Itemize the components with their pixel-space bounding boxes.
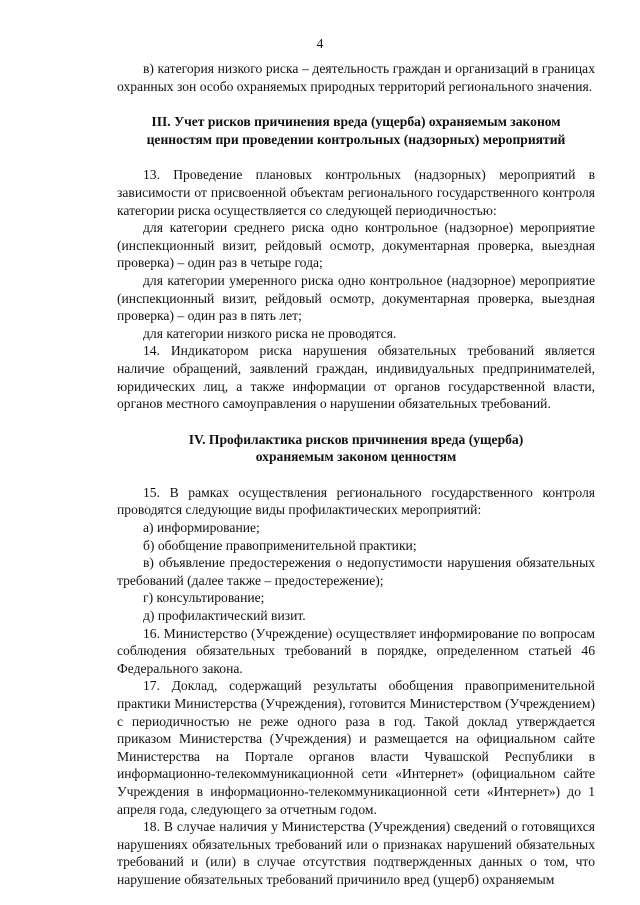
- paragraph-15: 15. В рамках осуществления регионального государственного контроля проводятся следующие виды профилактических мероприятий:: [117, 484, 595, 518]
- paragraph-18: 18. В случае наличия у Министерства (Учреждения) сведений о готовящихся нарушениях обязательных требований или о признаках нарушений обязательных требований и (или) в случае отсутствия подтвержденных данных о том, что нарушение обязательных требований причинило вред (ущерб) охраняемым: [117, 819, 595, 887]
- page-number: 4: [316, 36, 324, 51]
- paragraph-17: 17. Доклад, содержащий результаты обобщения правоприменительной практики Министерства (Учреждения), готовится Министерством (Учреждением) с периодичностью не реже одного раза в год. Такой доклад утверждается приказом Министерства (Учреждения) и размещается на официальном сайте Министерства на Портале органов власти Чувашской Республики в информационно-телекоммуникационной сети «Интернет» (официальном сайте Учреждения в информационно-телекоммуникационной сети «Интернет») до 1 апреля года, следующего за отчетным годом.: [117, 678, 595, 817]
- paragraph-category-low: в) категория низкого риска – деятельность граждан и организаций в границах охранных зон особо охраняемых природных территорий регионального значения.: [117, 61, 595, 94]
- list-item-g: г) консультирование;: [143, 590, 265, 606]
- paragraph-13: 13. Проведение плановых контрольных (надзорных) мероприятий в зависимости от присвоенной объектам регионального государственного контроля категории риска осуществляется со следующей периодичностью:: [117, 167, 595, 218]
- section-3-title-line-2: ценностям при проведении контрольных (надзорных) мероприятий: [146, 131, 566, 147]
- paragraph-13-moderate-risk: для категории умеренного риска одно контрольное (надзорное) мероприятие (инспекционный визит, рейдовый осмотр, документарная проверка, выездная проверка) – один раз в пять лет;: [117, 272, 595, 324]
- list-item-d: д) профилактический визит.: [143, 608, 306, 624]
- paragraph-13-medium-risk: для категории среднего риска одно контрольное (надзорное) мероприятие (инспекционный визит, рейдовый осмотр, документарная проверка, выездная проверка) – один раз в четыре года;: [117, 220, 595, 271]
- paragraph-14: 14. Индикатором риска нарушения обязательных требований является наличие обращений, заявлений граждан, индивидуальных предпринимателей, юридических лиц, а также информации от органов государственной власти, органов местного самоуправления о нарушении обязательных требований.: [117, 343, 595, 412]
- spacer: [117, 413, 595, 431]
- list-item-b: б) обобщение правоприменительной практики;: [143, 537, 417, 553]
- list-item-v: в) объявление предостережения о недопустимости нарушения обязательных требований (далее также – предостережение);: [117, 555, 595, 588]
- section-4-title-line-2: охраняемым законом ценностям: [255, 449, 457, 465]
- spacer: [117, 95, 595, 113]
- list-item-a: а) информирование;: [143, 520, 260, 536]
- spacer: [117, 148, 595, 166]
- document-body: [117, 60, 595, 889]
- spacer: [117, 466, 595, 484]
- paragraph-13-low-risk: для категории низкого риска не проводятся.: [143, 325, 397, 341]
- paragraph-16: 16. Министерство (Учреждение) осуществляет информирование по вопросам соблюдения обязательных требований в порядке, определенном статьей 46 Федерального закона.: [117, 625, 595, 676]
- section-3-title-line-1: III. Учет рисков причинения вреда (ущерба) охраняемым законом: [151, 114, 561, 130]
- section-4-title-line-1: IV. Профилактика рисков причинения вреда (ущерба): [188, 431, 524, 447]
